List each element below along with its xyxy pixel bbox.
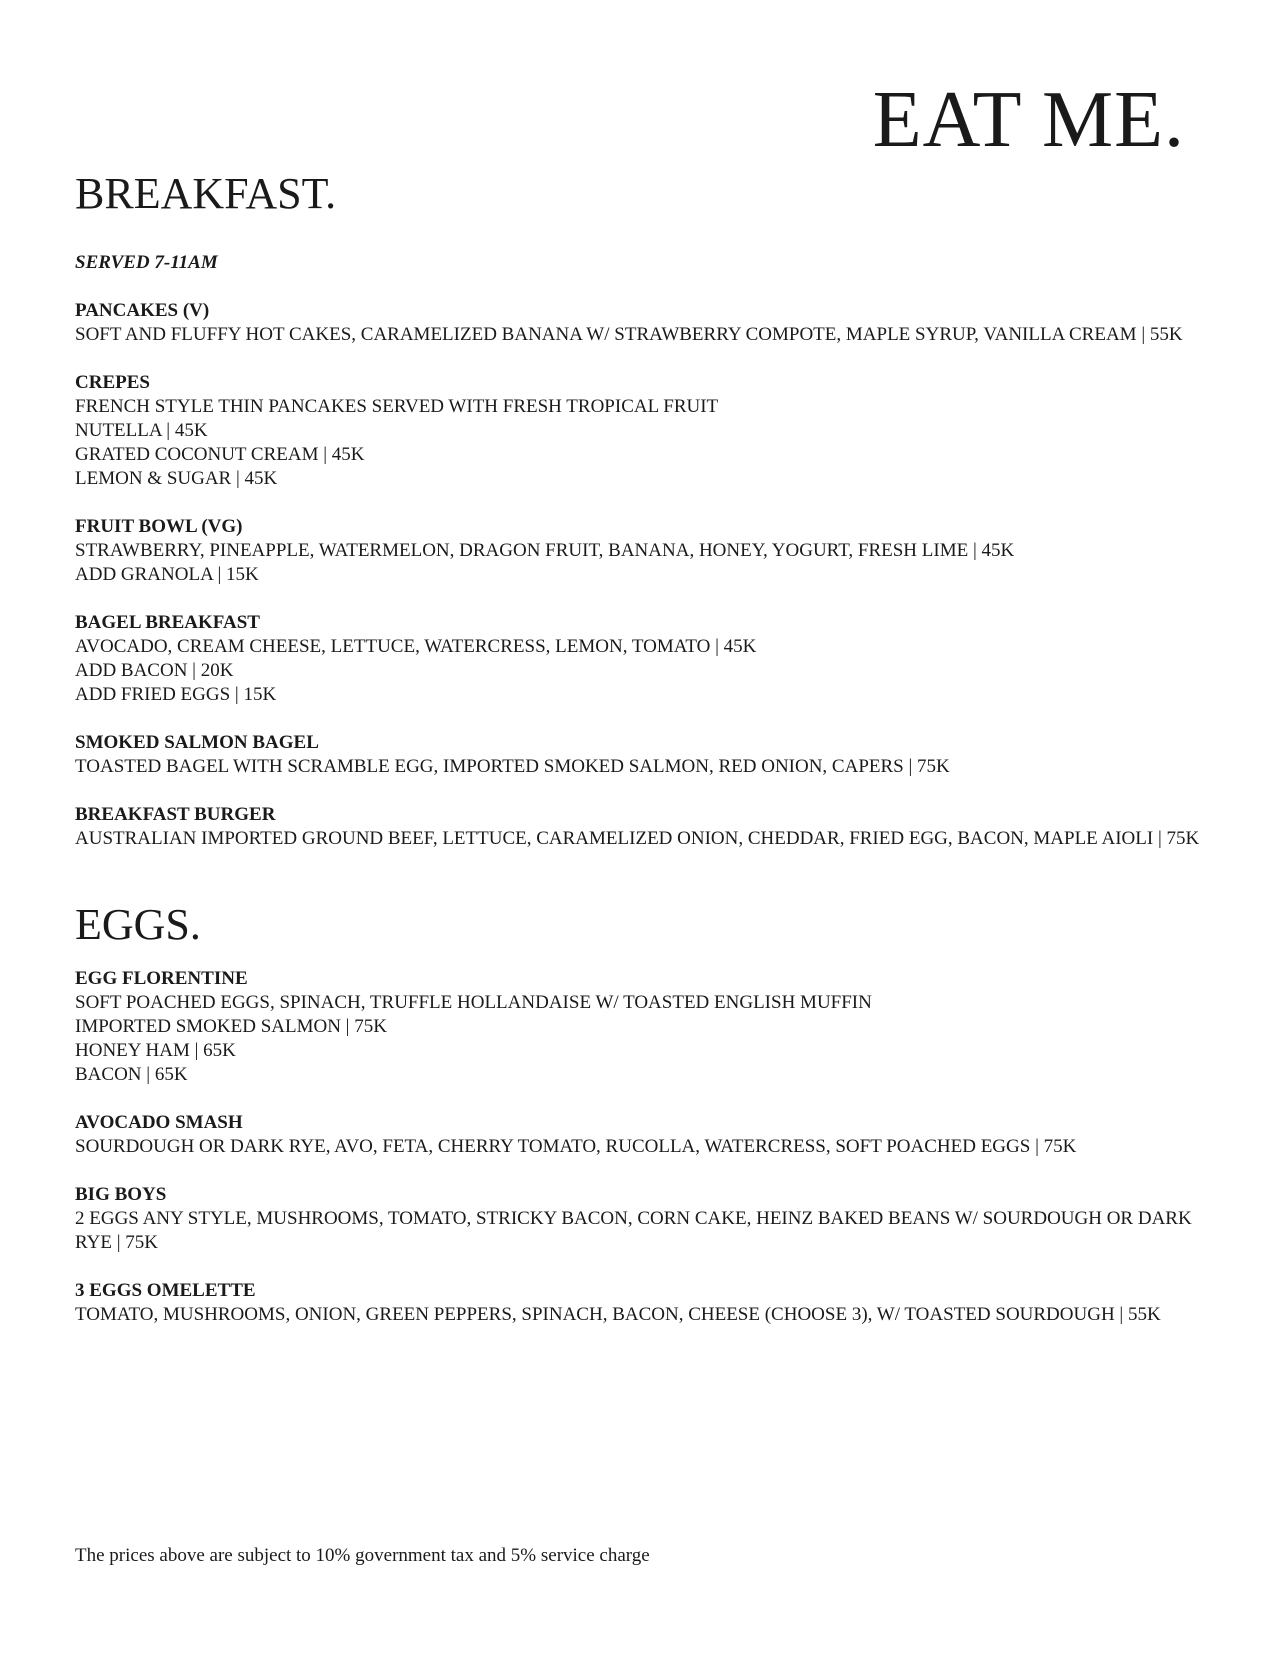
item-option: LEMON & SUGAR | 45K xyxy=(75,468,278,489)
item-description: FRENCH STYLE THIN PANCAKES SERVED WITH FRESH TROPICAL FRUIT xyxy=(75,396,719,417)
tax-footnote: The prices above are subject to 10% government tax and 5% service charge xyxy=(75,1545,650,1566)
menu-item-breakfast-burger xyxy=(75,803,1205,851)
item-addon: ADD BACON | 20K xyxy=(75,660,234,681)
item-description: 2 EGGS ANY STYLE, MUSHROOMS, TOMATO, STRICKY BACON, CORN CAKE, HEINZ BAKED BEANS W/ SOURDOUGH OR DARK RYE | 75K xyxy=(75,1208,1192,1253)
menu-item-pancakes xyxy=(75,299,1205,347)
item-description: SOURDOUGH OR DARK RYE, AVO, FETA, CHERRY TOMATO, RUCOLLA, WATERCRESS, SOFT POACHED EGGS | 75K xyxy=(75,1136,1077,1157)
item-name: BREAKFAST BURGER xyxy=(75,804,276,825)
eggs-section xyxy=(75,900,1205,1327)
item-option: HONEY HAM | 65K xyxy=(75,1040,236,1061)
item-name: BAGEL BREAKFAST xyxy=(75,612,260,633)
item-description: STRAWBERRY, PINEAPPLE, WATERMELON, DRAGON FRUIT, BANANA, HONEY, YOGURT, FRESH LIME | 45K xyxy=(75,540,1015,561)
item-name: FRUIT BOWL (VG) xyxy=(75,516,243,537)
item-option: BACON | 65K xyxy=(75,1064,188,1085)
item-name: PANCAKES (V) xyxy=(75,300,210,321)
menu-item-fruit-bowl xyxy=(75,515,1205,587)
menu-item-egg-florentine xyxy=(75,967,1205,1087)
item-addon: ADD GRANOLA | 15K xyxy=(75,564,259,585)
item-addon: ADD FRIED EGGS | 15K xyxy=(75,684,277,705)
item-description: AUSTRALIAN IMPORTED GROUND BEEF, LETTUCE, CARAMELIZED ONION, CHEDDAR, FRIED EGG, BACON, MAPLE AIOLI | 75K xyxy=(75,828,1200,849)
item-name: 3 EGGS OMELETTE xyxy=(75,1280,256,1301)
eggs-title: EGGS. xyxy=(75,900,201,949)
brand-title: EAT ME. xyxy=(872,76,1185,164)
item-description: SOFT AND FLUFFY HOT CAKES, CARAMELIZED BANANA W/ STRAWBERRY COMPOTE, MAPLE SYRUP, VANILLA CREAM | 55K xyxy=(75,324,1183,345)
item-description: TOASTED BAGEL WITH SCRAMBLE EGG, IMPORTED SMOKED SALMON, RED ONION, CAPERS | 75K xyxy=(75,756,950,777)
item-description: SOFT POACHED EGGS, SPINACH, TRUFFLE HOLLANDAISE W/ TOASTED ENGLISH MUFFIN xyxy=(75,992,872,1013)
item-description: TOMATO, MUSHROOMS, ONION, GREEN PEPPERS, SPINACH, BACON, CHEESE (CHOOSE 3), W/ TOASTED SOURDOUGH | 55K xyxy=(75,1304,1161,1325)
menu-item-smoked-salmon-bagel xyxy=(75,731,1205,779)
item-name: CREPES xyxy=(75,372,150,393)
item-option: GRATED COCONUT CREAM | 45K xyxy=(75,444,365,465)
item-option: NUTELLA | 45K xyxy=(75,420,208,441)
menu-item-crepes xyxy=(75,371,1205,491)
item-name: EGG FLORENTINE xyxy=(75,968,248,989)
item-option: IMPORTED SMOKED SALMON | 75K xyxy=(75,1016,387,1037)
served-hours: SERVED 7-11AM xyxy=(75,252,218,273)
item-name: SMOKED SALMON BAGEL xyxy=(75,732,319,753)
item-description: AVOCADO, CREAM CHEESE, LETTUCE, WATERCRESS, LEMON, TOMATO | 45K xyxy=(75,636,757,657)
menu-item-3-eggs-omelette xyxy=(75,1279,1205,1327)
menu-content xyxy=(75,169,1205,1327)
menu-item-bagel-breakfast xyxy=(75,611,1205,707)
menu-item-avocado-smash xyxy=(75,1111,1205,1159)
item-name: BIG BOYS xyxy=(75,1184,167,1205)
breakfast-section xyxy=(75,169,1205,851)
breakfast-title: BREAKFAST. xyxy=(75,169,337,218)
item-name: AVOCADO SMASH xyxy=(75,1112,243,1133)
menu-item-big-boys xyxy=(75,1183,1205,1255)
